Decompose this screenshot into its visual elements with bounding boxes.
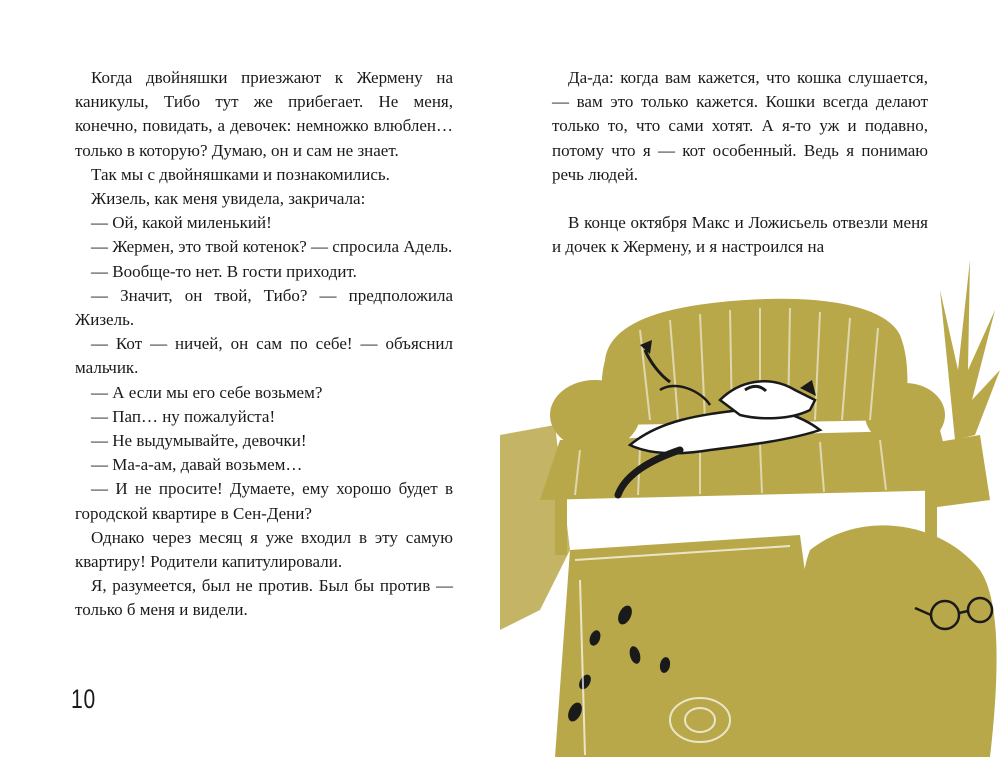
paragraph: — Не выдумывайте, девочки! — [91, 431, 307, 451]
paragraph: В конце октября Макс и Ложисьель отвезли меня и дочек к Жермену, и я настроился на — [552, 213, 928, 257]
paragraph: — Кот — ничей, он сам по себе! — объяснил мальчик. — [75, 334, 453, 378]
woman-head — [802, 525, 997, 757]
paragraph: — Пап… ну пожалуйста! — [91, 406, 276, 426]
paragraph: — И не просите! Думаете, ему хорошо будет в городской квартире в Сен-Дени? — [75, 479, 453, 523]
paragraph: Так мы с двойняшками и познакомились. — [91, 164, 390, 184]
plant-leaves — [940, 260, 1000, 440]
right-text-column — [552, 66, 928, 259]
paragraph: Я, разумеется, был не против. Был бы против — только б меня и видели. — [75, 576, 453, 620]
plant-pot — [920, 435, 990, 508]
cat-on-sofa-illustration — [500, 250, 1000, 757]
page-number: 10 — [71, 684, 96, 714]
paragraph: Да-да: когда вам кажется, что кошка слушается, — вам это только кажется. Кошки всегда делают только то, что сами хотят. А я-то уж и подавно, потому что я — кот особенный. Ведь я понимаю речь людей. — [552, 68, 928, 184]
paragraph: Жизель, как меня увидела, закричала: — [91, 189, 366, 209]
right-page — [500, 0, 1000, 757]
paragraph: — А если мы его себе возьмем? — [91, 382, 323, 402]
paragraph: — Значит, он твой, Тибо? — предположила Жизель. — [75, 285, 453, 330]
paragraph: — Жермен, это твой котенок? — спросила Адель. — [91, 237, 453, 257]
paragraph: Когда двойняшки приезжают к Жермену на каникулы, Тибо тут же прибегает. Не меня, конечно, повидать, а девочек: немножко влюблен… только в которую? Думаю, он и сам не знает. — [75, 68, 453, 160]
paragraph: Однако через месяц я уже входил в эту самую квартиру! Родители капитулировали. — [75, 527, 453, 572]
left-text-column — [75, 66, 453, 623]
rug — [555, 535, 830, 757]
paragraph: — Ой, какой миленький! — [91, 213, 272, 233]
paragraph: — Вообще-то нет. В гости приходит. — [91, 261, 357, 281]
paragraph: — Ма-а-ам, давай возьмем… — [91, 455, 303, 475]
